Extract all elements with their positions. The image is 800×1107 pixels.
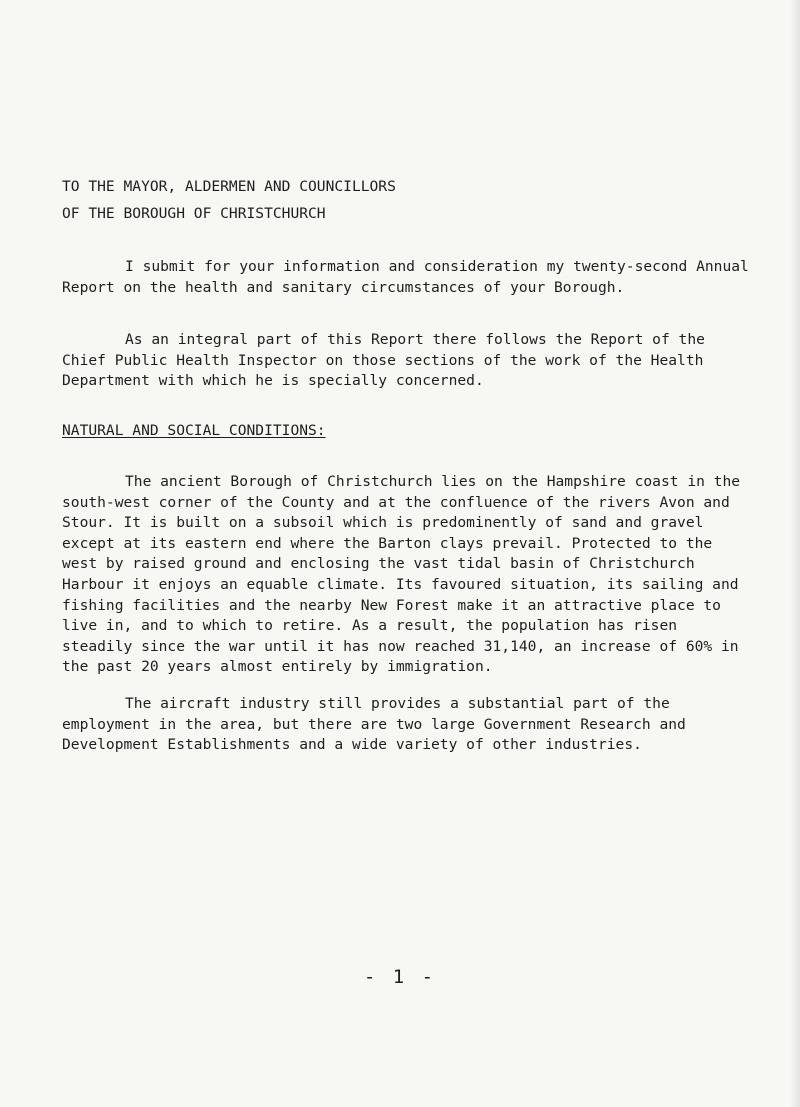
- address-line-2: OF THE BOROUGH OF CHRISTCHURCH: [62, 205, 326, 222]
- paragraph-conditions-text: The ancient Borough of Christchurch lies on the Hampshire coast in the south-west corner of the County and at the confluence of the rivers Avon and Stour. It is built on a subsoil which is predominently of sand and gravel except at its eastern end where the Barton clays prevail. Protected to the west by raised ground and enclosing the vast tidal basin of Christchurch Harbour it enjoys an equable climate. Its favoured situation, its sailing and fishing facilities and the nearby New Forest make it an attractive place to live in, and to which to retire. As a result, the population has risen steadily since the war until it has now reached 31,140, an increase of 60% in the past 20 years almost entirely by immigration.: [62, 473, 741, 676]
- page-number: - 1 -: [363, 966, 437, 988]
- paragraph-intro: [62, 257, 752, 298]
- section-heading: NATURAL AND SOCIAL CONDITIONS:: [62, 422, 326, 439]
- page-edge-shadow: [790, 0, 800, 1107]
- paragraph-conditions: [62, 472, 752, 678]
- paragraph-industry-text: The aircraft industry still provides a substantial part of the employment in the area, but there are two large Government Research and Development Establishments and a wide variety of other industries.: [62, 695, 686, 754]
- paragraph-inspector-text: As an integral part of this Report there follows the Report of the Chief Public Health Inspector on those sections of the work of the Health Department with which he is specially concerned.: [62, 331, 705, 390]
- address-line-1: TO THE MAYOR, ALDERMEN AND COUNCILLORS: [62, 178, 396, 195]
- paragraph-industry: [62, 694, 752, 756]
- paragraph-intro-text: I submit for your information and consideration my twenty-second Annual Report on the health and sanitary circumstances of your Borough.: [62, 258, 749, 296]
- paragraph-inspector: [62, 330, 752, 392]
